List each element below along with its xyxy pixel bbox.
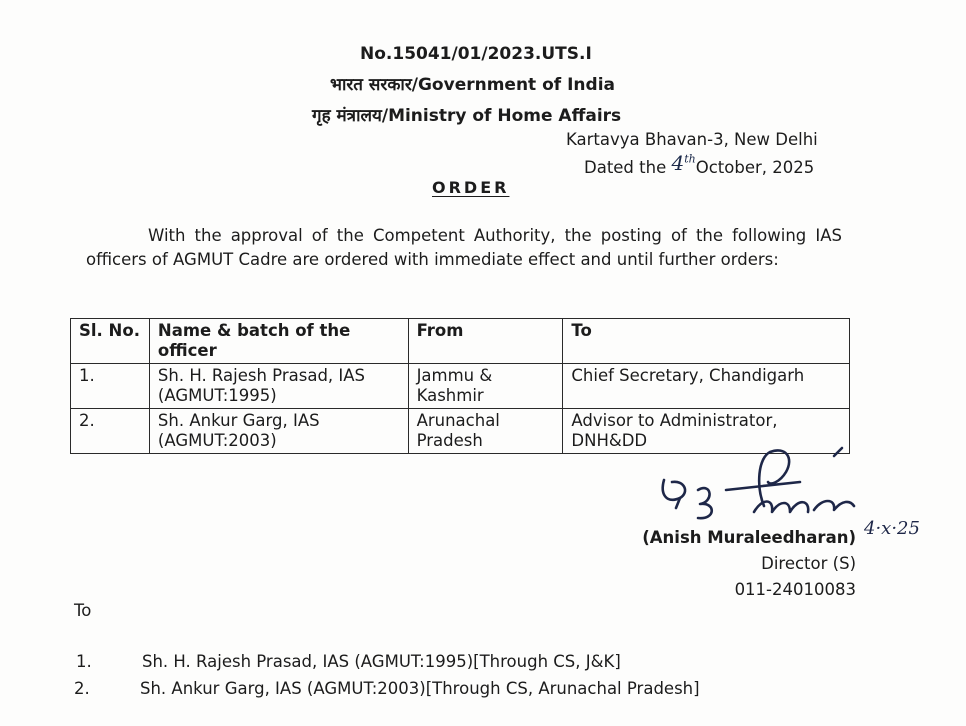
cell-to: Chief Secretary, Chandigarh [563, 364, 850, 409]
recipient-text: Sh. Ankur Garg, IAS (AGMUT:2003)[Through CS, Arunachal Pradesh] [140, 679, 700, 698]
cell-from: Arunachal Pradesh [408, 409, 563, 454]
cell-officer-name: Sh. H. Rajesh Prasad, IAS (AGMUT:1995) [149, 364, 408, 409]
recipient-number: 1. [76, 652, 92, 671]
recipient-number: 2. [74, 679, 90, 698]
cell-officer-name: Sh. Ankur Garg, IAS (AGMUT:2003) [149, 409, 408, 454]
dated-suffix: October, 2025 [695, 158, 815, 177]
cell-from: Jammu & Kashmir [408, 364, 563, 409]
header-to: To [563, 319, 850, 364]
order-date [584, 151, 815, 178]
cell-sl-no: 2. [71, 409, 150, 454]
header-sl-no: Sl. No. [71, 319, 150, 364]
signatory-name: (Anish Muraleedharan) [642, 528, 856, 547]
signatory-phone: 011-24010083 [734, 580, 856, 599]
table-header-row [71, 319, 850, 364]
ministry-heading: गृह मंत्रालय/Ministry of Home Affairs [312, 106, 622, 126]
order-body-text: With the approval of the Competent Authority, the posting of the following IAS officers of AGMUT Cadre are ordered with immediate effect and until further orders: [86, 226, 842, 269]
header-from: From [408, 319, 563, 364]
svg-text:4·x·25: 4·x·25 [864, 518, 920, 539]
dated-prefix: Dated the [584, 158, 667, 177]
cell-sl-no: 1. [71, 364, 150, 409]
cell-to: Advisor to Administrator, DNH&DD [563, 409, 850, 454]
table-row [71, 364, 850, 409]
list-item [76, 652, 621, 671]
header-officer-name: Name & batch of the officer [149, 319, 408, 364]
postings-table [70, 318, 850, 454]
file-number: No.15041/01/2023.UTS.I [360, 44, 592, 64]
recipient-text: Sh. H. Rajesh Prasad, IAS (AGMUT:1995)[Through CS, J&K] [142, 652, 621, 671]
government-heading: भारत सरकार/Government of India [330, 75, 615, 95]
signatory-designation: Director (S) [761, 554, 856, 573]
office-address: Kartavya Bhavan-3, New Delhi [566, 130, 818, 149]
list-item [74, 679, 700, 698]
handwritten-day: 4th [671, 151, 696, 175]
distribution-label: To [74, 601, 92, 620]
signature-date-handwritten [863, 518, 920, 539]
order-title: ORDER [432, 178, 510, 197]
